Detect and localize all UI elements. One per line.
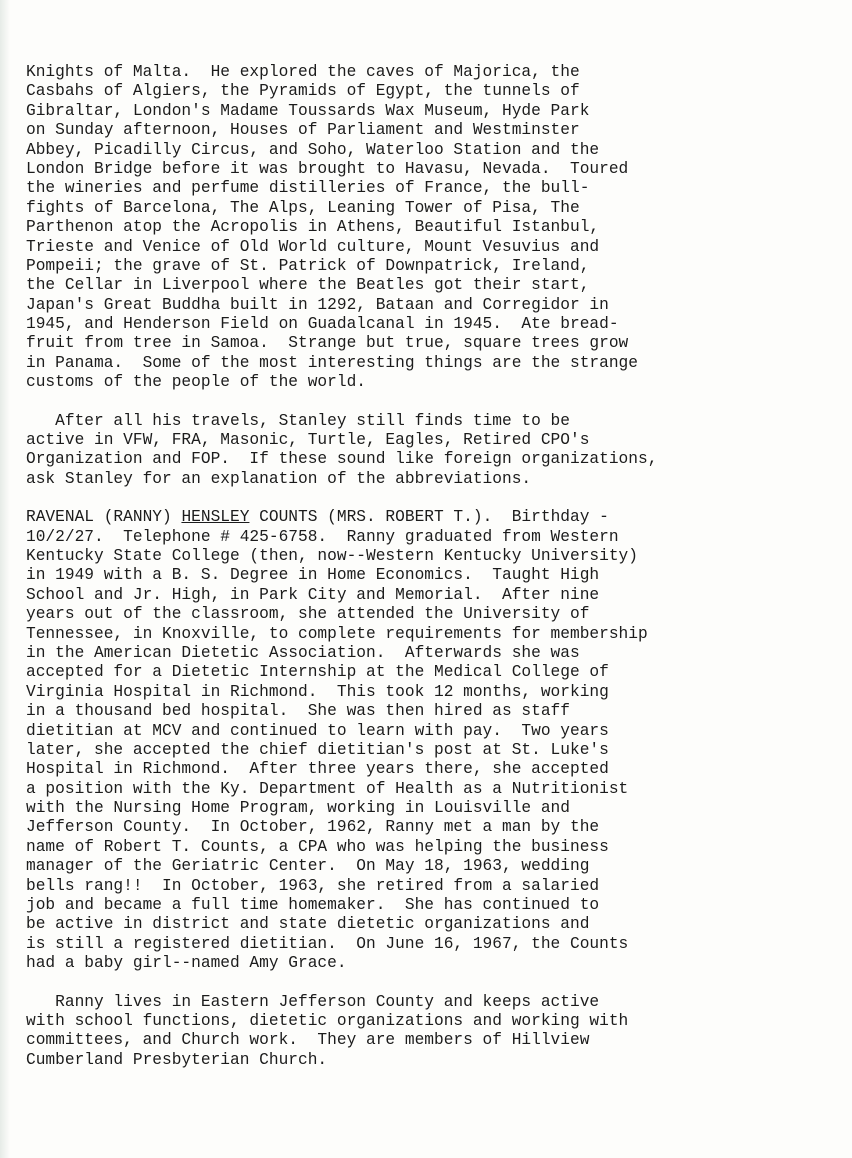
text-line: Hospital in Richmond. After three years there, she accepted [26, 760, 609, 779]
text-line: accepted for a Dietetic Internship at the Medical College of [26, 663, 609, 682]
paragraph-gap [26, 489, 846, 508]
text-line: dietitian at MCV and continued to learn with pay. Two years [26, 721, 609, 740]
biography-paragraph [26, 508, 846, 973]
text-line: Jefferson County. In October, 1962, Ranny met a man by the [26, 818, 600, 837]
text-line: Japan's Great Buddha built in 1292, Bataan and Corregidor in [26, 295, 609, 314]
paragraph-gap [26, 393, 846, 412]
text-line: bells rang!! In October, 1963, she retired from a salaried [26, 876, 600, 895]
name-prefix: RAVENAL (RANNY) [26, 508, 182, 527]
text-line: Organization and FOP. If these sound like foreign organizations, [26, 450, 658, 469]
text-line: Ranny lives in Eastern Jefferson County and keeps active [26, 992, 600, 1011]
text-line: the wineries and perfume distilleries of France, the bull- [26, 179, 590, 198]
text-line: in the American Dietetic Association. Afterwards she was [26, 643, 580, 662]
name-suffix: COUNTS (MRS. ROBERT T.). Birthday - [249, 508, 609, 527]
text-line: Knights of Malta. He explored the caves of Majorica, the [26, 63, 580, 81]
organizations-paragraph [26, 412, 846, 490]
text-line: Trieste and Venice of Old World culture, Mount Vesuvius and [26, 237, 600, 256]
text-line: 10/2/27. Telephone # 425-6758. Ranny graduated from Western [26, 527, 619, 546]
text-line: on Sunday afternoon, Houses of Parliament and Westminster [26, 121, 580, 140]
text-line: Pompeii; the grave of St. Patrick of Downpatrick, Ireland, [26, 256, 590, 275]
biography-heading-line [26, 508, 846, 527]
text-line: years out of the classroom, she attended the University of [26, 605, 590, 624]
text-line: ask Stanley for an explanation of the abbreviations. [26, 469, 532, 488]
text-line: manager of the Geriatric Center. On May 18, 1963, wedding [26, 857, 590, 876]
text-line: is still a registered dietitian. On June 16, 1967, the Counts [26, 934, 629, 953]
text-line: School and Jr. High, in Park City and Memorial. After nine [26, 585, 600, 604]
closing-paragraph [26, 993, 846, 1071]
text-line: a position with the Ky. Department of Health as a Nutritionist [26, 779, 629, 798]
travel-paragraph [26, 63, 846, 393]
document-page [26, 63, 846, 1070]
text-line: name of Robert T. Counts, a CPA who was helping the business [26, 837, 609, 856]
text-line: Virginia Hospital in Richmond. This took 12 months, working [26, 682, 609, 701]
text-line: active in VFW, FRA, Masonic, Turtle, Eagles, Retired CPO's [26, 431, 590, 450]
text-line: the Cellar in Liverpool where the Beatles got their start, [26, 276, 590, 295]
paragraph-gap [26, 974, 846, 993]
text-line: Tennessee, in Knoxville, to complete requirements for membership [26, 624, 648, 643]
maiden-name-underlined: HENSLEY [181, 508, 250, 527]
text-line: be active in district and state dietetic organizations and [26, 915, 590, 934]
text-line: Parthenon atop the Acropolis in Athens, Beautiful Istanbul, [26, 218, 600, 237]
text-line: London Bridge before it was brought to Havasu, Nevada. Toured [26, 159, 629, 178]
text-line: in 1949 with a B. S. Degree in Home Economics. Taught High [26, 566, 600, 585]
text-line: had a baby girl--named Amy Grace. [26, 954, 347, 973]
text-line: committees, and Church work. They are members of Hillview [26, 1031, 590, 1050]
text-line: job and became a full time homemaker. She has continued to [26, 896, 600, 915]
text-line: customs of the people of the world. [26, 373, 366, 392]
text-line: fights of Barcelona, The Alps, Leaning Tower of Pisa, The [26, 198, 580, 217]
page-edge-shadow [0, 0, 10, 1158]
text-line: with school functions, dietetic organizations and working with [26, 1011, 629, 1030]
text-line: with the Nursing Home Program, working in Louisville and [26, 799, 570, 818]
text-line: After all his travels, Stanley still finds time to be [26, 411, 570, 430]
text-line: fruit from tree in Samoa. Strange but true, square trees grow [26, 334, 629, 353]
text-line: Casbahs of Algiers, the Pyramids of Egypt, the tunnels of [26, 82, 580, 101]
text-line: in Panama. Some of the most interesting things are the strange [26, 353, 638, 372]
text-line: Cumberland Presbyterian Church. [26, 1050, 328, 1069]
text-line: Kentucky State College (then, now--Western Kentucky University) [26, 546, 638, 565]
text-line: in a thousand bed hospital. She was then hired as staff [26, 702, 570, 721]
text-line: Abbey, Picadilly Circus, and Soho, Waterloo Station and the [26, 140, 600, 159]
text-line: Gibraltar, London's Madame Toussards Wax Museum, Hyde Park [26, 101, 590, 120]
text-line: 1945, and Henderson Field on Guadalcanal in 1945. Ate bread- [26, 315, 619, 334]
text-line: later, she accepted the chief dietitian's post at St. Luke's [26, 740, 609, 759]
